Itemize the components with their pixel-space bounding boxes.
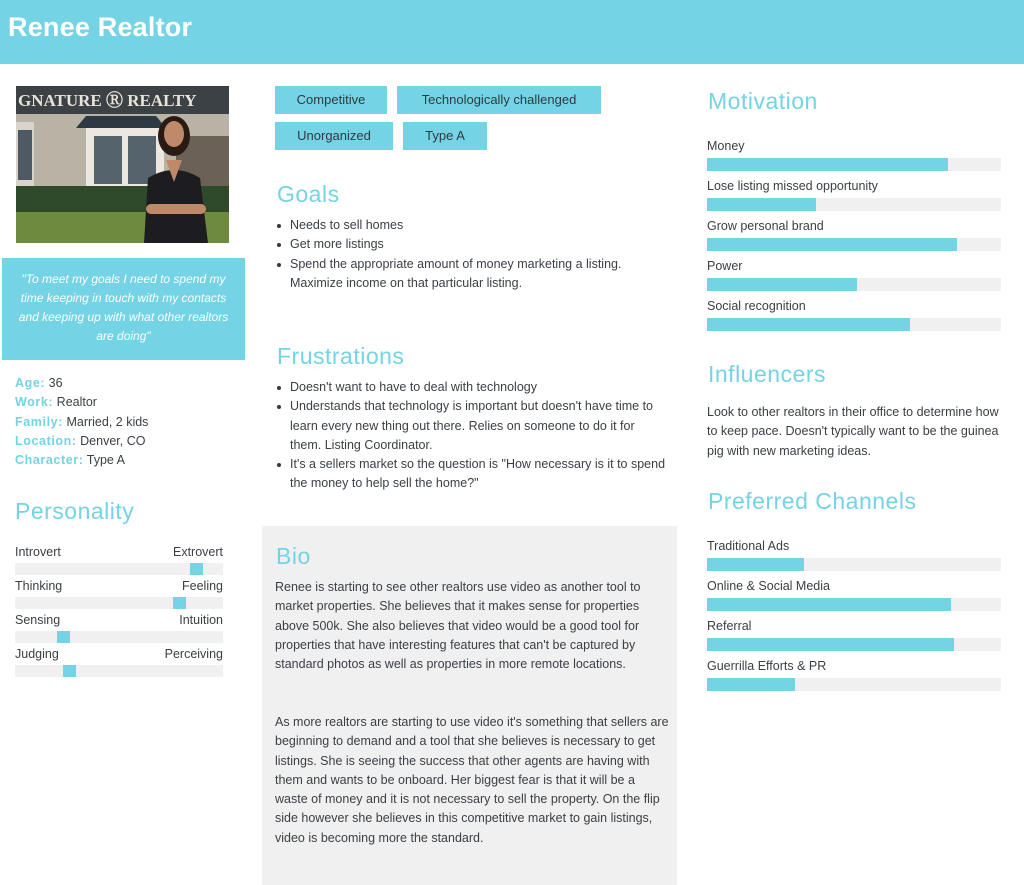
channel-traditional-ads — [707, 539, 1001, 579]
influencers-title: Influencers — [708, 361, 827, 387]
bar-label: Referral — [707, 619, 752, 633]
bar-label: Guerrilla Efforts & PR — [707, 659, 827, 673]
scale-introvert-extrovert — [15, 543, 223, 577]
tag-unorganized: Unorganized — [275, 122, 393, 150]
bar-track — [707, 678, 1001, 691]
list-item: Doesn't want to have to deal with technology — [275, 378, 667, 397]
bar-track — [707, 278, 1001, 291]
tag-tech-challenged: Technologically challenged — [397, 86, 601, 114]
scale-left-label: Judging — [15, 647, 59, 661]
bar-fill — [707, 318, 910, 331]
bar-label: Lose listing missed opportunity — [707, 179, 878, 193]
scale-marker — [57, 631, 70, 643]
bio-paragraph: Renee is starting to see other realtors use video as another tool to market properties. She believes that it makes sense for properties above 500k. She also believes that video would be a good tool for properties that have interesting features that can't be captured by standard photos as well as properties in more remote locations. — [275, 580, 641, 672]
bar-track — [707, 638, 1001, 651]
fact-location: Location: Denver, CO — [15, 433, 146, 448]
scale-thinking-feeling — [15, 577, 223, 611]
bar-label: Money — [707, 139, 745, 153]
frustrations-list — [275, 378, 667, 494]
scale-sensing-intuition — [15, 611, 223, 645]
motivation-social-recognition — [707, 299, 1001, 339]
list-item: Needs to sell homes — [275, 216, 667, 235]
fact-family: Family: Married, 2 kids — [15, 414, 149, 429]
motivation-bars — [707, 139, 1001, 339]
bar-fill — [707, 558, 804, 571]
list-item: Spend the appropriate amount of money marketing a listing. Maximize income on that particular listing. — [275, 255, 667, 294]
bar-fill — [707, 278, 857, 291]
motivation-title: Motivation — [708, 88, 818, 114]
bar-track — [707, 238, 1001, 251]
scale-right-label: Perceiving — [164, 647, 223, 661]
bar-label: Grow personal brand — [707, 219, 824, 233]
bar-track — [707, 158, 1001, 171]
bar-track — [707, 198, 1001, 211]
scale-track — [15, 665, 223, 677]
channel-bars — [707, 539, 1001, 699]
persona-name: Renee Realtor — [8, 12, 193, 42]
goals-title: Goals — [277, 181, 340, 207]
motivation-lose-listing — [707, 179, 1001, 219]
fact-age: Age: 36 — [15, 376, 63, 390]
header-bar — [0, 0, 1024, 64]
scale-marker — [190, 563, 203, 575]
motivation-personal-brand — [707, 219, 1001, 259]
motivation-power — [707, 259, 1001, 299]
bar-track — [707, 318, 1001, 331]
bar-label: Social recognition — [707, 299, 806, 313]
scale-right-label: Intuition — [179, 613, 223, 627]
list-item: It's a sellers market so the question is "How necessary is it to spend the money to help sell the home?" — [275, 455, 667, 494]
bar-fill — [707, 638, 954, 651]
persona-facts — [15, 374, 245, 470]
list-item: Understands that technology is important but doesn't have time to learn every new thing out there. Relies on someone to do it for them. Listing Coordinator. — [275, 397, 667, 455]
bar-fill — [707, 158, 948, 171]
list-item: Get more listings — [275, 235, 667, 254]
bar-label: Power — [707, 259, 743, 273]
bar-fill — [707, 238, 957, 251]
scale-left-label: Sensing — [15, 613, 61, 627]
bar-track — [707, 558, 1001, 571]
personality-title: Personality — [15, 498, 135, 524]
channel-guerrilla-pr — [707, 659, 1001, 699]
motivation-money — [707, 139, 1001, 179]
frustrations-title: Frustrations — [277, 343, 405, 369]
svg-text:GNATURE Ⓡ REALTY: GNATURE Ⓡ REALTY — [18, 91, 197, 110]
scale-left-label: Introvert — [15, 545, 61, 559]
bio-title: Bio — [276, 543, 311, 569]
goals-list — [275, 216, 667, 293]
scale-judging-perceiving — [15, 645, 223, 679]
channels-title: Preferred Channels — [708, 488, 917, 514]
scale-track — [15, 597, 223, 609]
persona-quote: "To meet my goals I need to spend my time keeping in touch with my contacts and keeping up with what other realtors are doing" — [2, 258, 245, 360]
bio-paragraph: As more realtors are starting to use video it's something that sellers are beginning to demand and a tool that she believes is necessary to get listings. She is seeing the success that other agents are having with them and wants to be onboard. Her biggest fear is that it will be a waste of money and it is not necessary to sell the property. On the flip side however she believes in this competitive market to gain listings, video is becoming more the standard. — [275, 715, 669, 845]
fact-character: Character: Type A — [15, 453, 126, 468]
scale-left-label: Thinking — [15, 579, 63, 593]
bar-fill — [707, 198, 816, 211]
channel-referral — [707, 619, 1001, 659]
bar-fill — [707, 678, 795, 691]
scale-marker — [173, 597, 186, 609]
influencers-text: Look to other realtors in their office to determine how to keep pace. Doesn't typically want to be the guinea pig with new marketing ideas. — [707, 405, 999, 458]
scale-right-label: Extrovert — [172, 545, 223, 559]
scale-right-label: Feeling — [182, 579, 223, 593]
bar-label: Online & Social Media — [707, 579, 830, 593]
bar-track — [707, 598, 1001, 611]
bio-panel — [262, 526, 677, 885]
persona-photo — [16, 86, 229, 243]
tag-competitive: Competitive — [275, 86, 387, 114]
scale-track — [15, 631, 223, 643]
channel-online-social — [707, 579, 1001, 619]
scale-marker — [63, 665, 76, 677]
bar-label: Traditional Ads — [707, 539, 790, 553]
bar-fill — [707, 598, 951, 611]
scale-track — [15, 563, 223, 575]
fact-work: Work: Realtor — [15, 395, 97, 410]
tag-type-a: Type A — [403, 122, 487, 150]
personality-scales — [15, 543, 223, 679]
